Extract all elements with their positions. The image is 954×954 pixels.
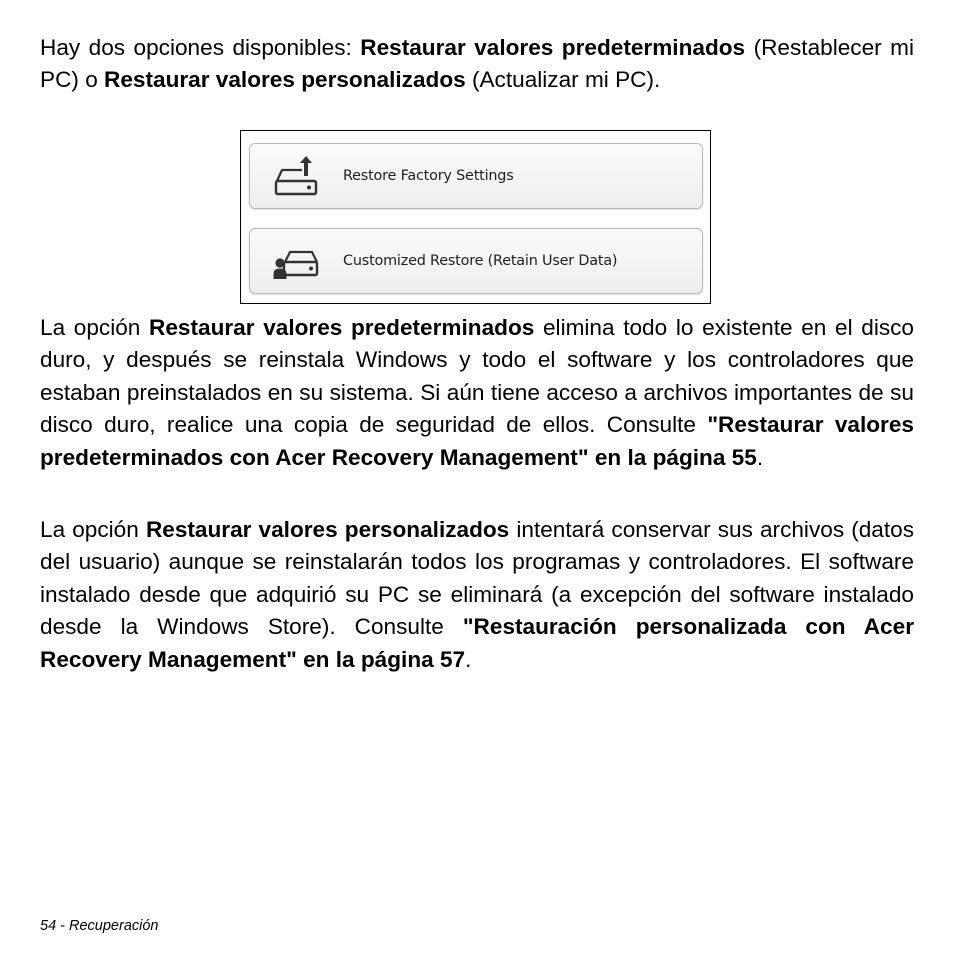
custom-option-name: Restaurar valores personalizados: [145, 517, 510, 542]
drive-upload-icon: [272, 153, 322, 199]
factory-cross-reference[interactable]: "Restaurar valores predeterminados con Acer Recovery Management" en la página 55: [40, 412, 914, 470]
factory-text-2: elimina todo lo existente en el disco duro, y después se reinstala Windows y todo el software y los controladores que estaban preinstalados en su sistema. Si aún tiene acceso a archivos importantes de su disco duro, realice una copia de seguridad de ellos. Consulte: [40, 315, 914, 438]
intro-text-2: (Restablecer mi PC) o: [40, 35, 914, 93]
recovery-options-screenshot: [240, 130, 711, 304]
factory-restore-paragraph: [40, 312, 914, 474]
custom-text-1: La opción: [40, 517, 146, 542]
custom-cross-reference[interactable]: "Restauración personalizada con Acer Recovery Management" en la página 57: [40, 614, 914, 672]
intro-text-3: (Actualizar mi PC).: [465, 67, 661, 93]
intro-text-1: Hay dos opciones disponibles:: [40, 35, 361, 60]
custom-text-3: .: [465, 646, 472, 672]
page-footer: 54 - Recuperación: [40, 918, 159, 934]
intro-paragraph: [40, 32, 914, 97]
customized-restore-label: Customized Restore (Retain User Data): [343, 253, 618, 269]
custom-text-2: intentará conservar sus archivos (datos del usuario) aunque se reinstalarán todos los programas y controladores. El software instalado desde que adquirió su PC se eliminará (a excepción del software instalado desde la Windows Store). Consulte: [40, 517, 915, 640]
custom-restore-paragraph: [40, 514, 914, 676]
intro-option-custom: Restaurar valores personalizados: [104, 67, 466, 93]
factory-text-1: La opción: [40, 315, 150, 340]
drive-user-icon: [272, 238, 322, 284]
intro-option-factory: Restaurar valores predeterminados: [360, 35, 746, 60]
customized-restore-button[interactable]: [249, 228, 703, 294]
factory-text-3: .: [756, 444, 764, 470]
restore-factory-settings-button[interactable]: [249, 143, 703, 209]
factory-option-name: Restaurar valores predeterminados: [149, 315, 535, 340]
restore-factory-settings-label: Restore Factory Settings: [343, 168, 514, 184]
